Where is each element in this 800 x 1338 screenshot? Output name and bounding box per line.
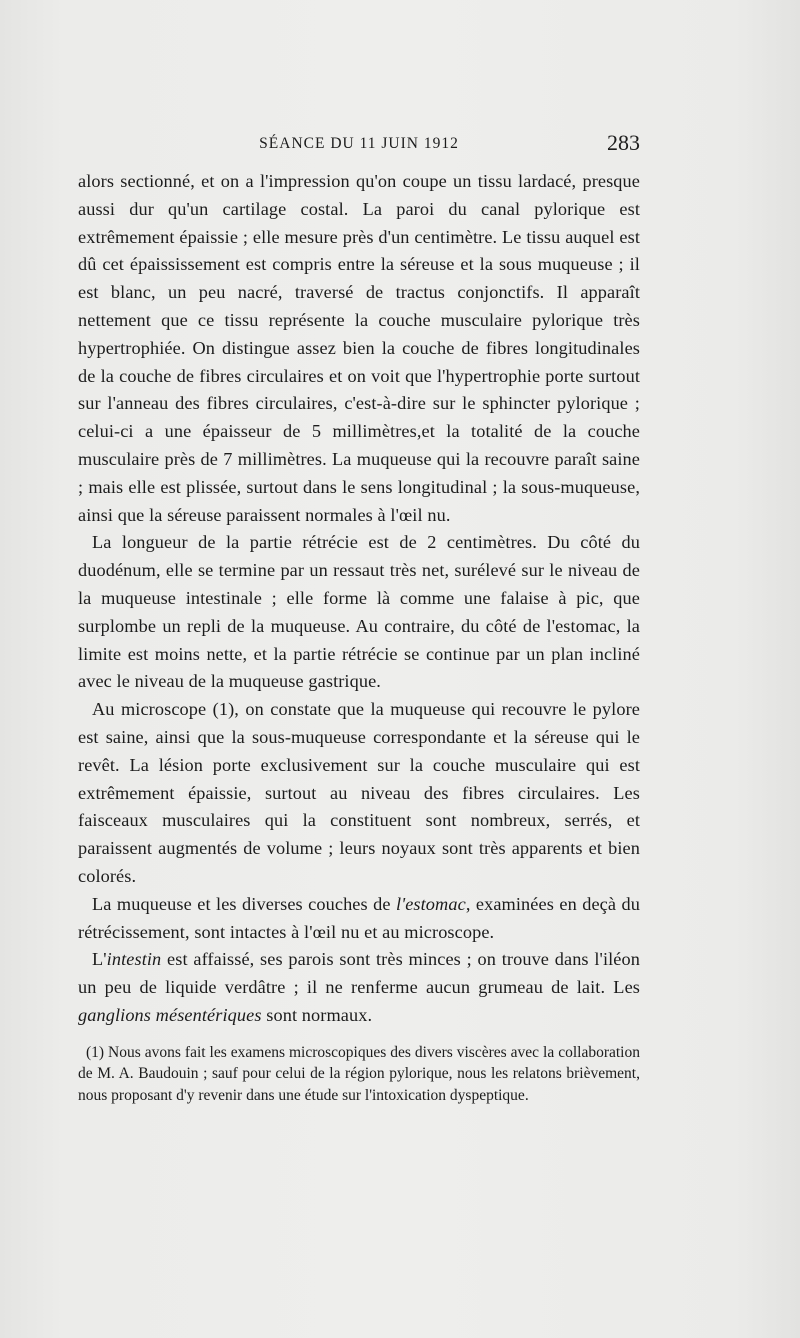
footnote: (1) Nous avons fait les examens microscopiques des divers viscères avec la collaboration de M. A. Baudouin ; sauf pour celui de la région pylorique, nous les relatons brièvement, nous proposant d'y revenir dans une étude sur l'intoxication dyspeptique. (78, 1043, 640, 1104)
paragraph-5-text-c: sont normaux. (261, 1004, 373, 1025)
paragraph-4-text-b: , examinées en deçà du rétrécissement, sont intactes à l'œil nu et au microscope. (78, 893, 640, 942)
page-header (78, 132, 640, 160)
paragraph-4-italic-estomac: l'estomac (396, 893, 466, 914)
paragraph-1: alors sectionné, et on a l'impression qu'on coupe un tissu lardacé, presque aussi dur qu'un cartilage costal. La paroi du canal pylorique est extrêmement épaissie ; elle mesure près d'un centimètre. Le tissu auquel est dû cet épaississement est compris entre la séreuse et la sous muqueuse ; il est blanc, un peu nacré, traversé de tractus conjonctifs. Il apparaît nettement que ce tissu représente la couche musculaire pylorique très hypertrophiée. On distingue assez bien la couche de fibres longitudinales de la couche de fibres circulaires et on voit que l'hypertrophie porte surtout sur l'anneau des fibres circulaires, c'est-à-dire sur le sphincter pylorique ; celui-ci a une épaisseur de 5 millimètres,et la totalité de la couche musculaire près de 7 millimètres. La muqueuse qui la recouvre paraît saine ; mais elle est plissée, surtout dans le sens longitudinal ; la sous-muqueuse, ainsi que la séreuse paraissent normales à l'œil nu. (78, 171, 640, 525)
paragraph-5-text-a: L' (92, 949, 107, 970)
page-number: 283 (607, 130, 640, 155)
paragraph-4-text-a: La muqueuse et les diverses couches de (92, 893, 397, 914)
paragraph-4 (78, 891, 640, 947)
paragraph-2: La longueur de la partie rétrécie est de 2 centimètres. Du côté du duodénum, elle se termine par un ressaut très net, surélevé sur le niveau de la muqueuse intestinale ; elle forme là comme une falaise à pic, que surplombe un repli de la muqueuse. Au contraire, du côté de l'estomac, la limite est moins nette, et la partie rétrécie se continue par un plan incliné avec le niveau de la muqueuse gastrique. (78, 532, 640, 692)
paragraph-5-italic-intestin: intestin (106, 949, 162, 970)
paragraph-5-italic-ganglions: ganglions mésentériques (78, 1004, 262, 1025)
running-head: SÉANCE DU 11 JUIN 1912 (259, 135, 459, 152)
paragraph-5-text-b: est affaissé, ses parois sont très minces ; on trouve dans l'iléon un peu de liquide verdâtre ; il ne renferme aucun grumeau de lait. Les (78, 949, 640, 998)
paragraph-3: Au microscope (1), on constate que la muqueuse qui recouvre le pylore est saine, ainsi que la sous-muqueuse correspondante et la séreuse qui le revêt. La lésion porte exclusivement sur la couche musculaire qui est extrêmement épaissie, surtout au niveau des fibres circulaires. Les faisceaux musculaires qui la constituent sont nombreux, serrés, et paraissent augmentés de volume ; leurs noyaux sont très apparents et bien colorés. (78, 699, 640, 886)
body-text (78, 168, 640, 1106)
paragraph-5 (78, 946, 640, 1029)
